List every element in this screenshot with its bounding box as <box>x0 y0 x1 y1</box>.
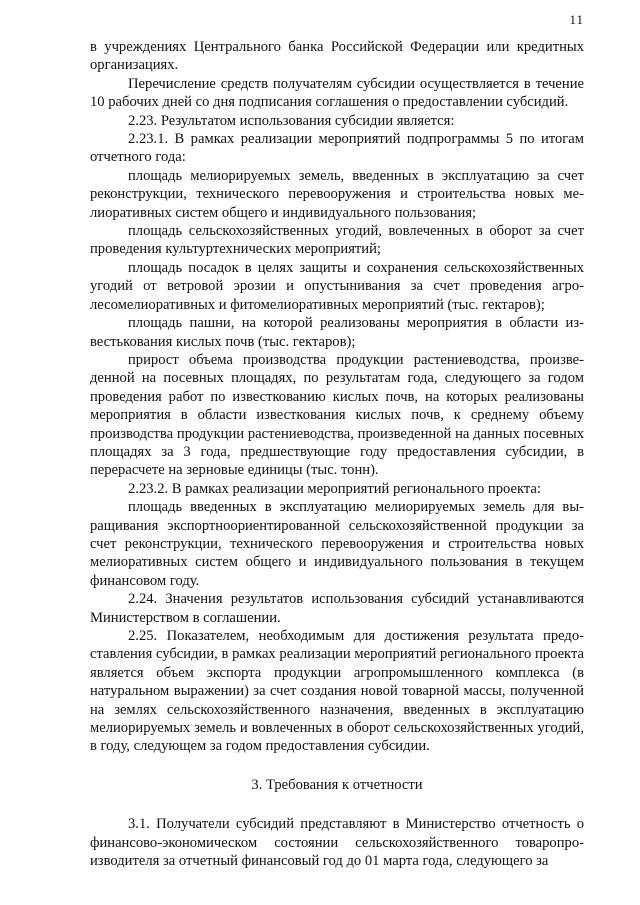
paragraph-2-23-1: 2.23.1. В рамках реализации мероприятий подпрограммы 5 по итогам отчетного года: <box>90 131 584 166</box>
paragraph-2-24: 2.24. Значения результатов использования субсидий устанавливаются Министерством в соглашении. <box>90 591 584 626</box>
paragraph-2-25: 2.25. Показателем, необходимым для достижения результата предоставления субсидии, в рамках реализации мероприятий регионального проекта является объем экспорта продукции агропромышленного комплекса (в натуральном выражении) за счет создания новой товарной массы, полученной на землях сельскохозяйственного назначения, введенных в эксплуатацию мелиорируемых земель и вовлеченных в оборот сельскохозяйственных угодий, в году, следующем за годом предоставления субсидии. <box>90 628 584 755</box>
paragraph-3-1: 3.1. Получатели субсидий представляют в Министерство отчетность о финансово-экономическом состоянии сельскохозяйственного товаропроизводителя за отчетный финансовый год до 01 марта года, следующего за <box>90 816 584 870</box>
document-body <box>90 38 584 870</box>
list-item-crop-production-growth: прирост объема производства продукции растениеводства, произведенной на посевных площадях, по результатам года, следующего за годом проведения работ по известкованию кислых почв, на которых реализованы мероприятия в области известкования кислых почв, к среднему объему производства продукции растениеводства, произведенной на данных посевных площадях за 3 года, предшествующие году предоставления субсидии, в перерасчете на зерновые единицы (тыс. тонн). <box>90 351 584 479</box>
list-item-agricultural-land: площадь сельскохозяйственных угодий, вовлеченных в оборот за счет проведения культуртехнических мероприятий; <box>90 223 584 258</box>
list-item-export-oriented-land: площадь введенных в эксплуатацию мелиорируемых земель для выращивания экспортноориентированной сельскохозяйственной продукции за счет реконструкции, технического перевооружения и строительства новых мелиоративных систем общего и индивидуального пользования в текущем финансовом году. <box>90 499 584 589</box>
list-item-liming-arable-land: площадь пашни, на которой реализованы мероприятия в области известькования кислых почв (тыс. гектаров); <box>90 315 584 350</box>
paragraph-2-23-2: 2.23.2. В рамках реализации мероприятий регионального проекта: <box>128 480 541 497</box>
page-number: 11 <box>569 12 584 27</box>
paragraph-continuation: в учреждениях Центрального банка Российской Федерации или кредитных организациях. <box>90 39 584 74</box>
paragraph-transfer-of-funds: Перечисление средств получателям субсидии осуществляется в течение 10 рабочих дней со дня подписания соглашения о предоставлении субсидий. <box>90 75 584 111</box>
section-title: 3. Требования к отчетности <box>251 776 423 793</box>
paragraph-2-23: 2.23. Результатом использования субсидии является: <box>128 112 455 129</box>
list-item-reclaimed-land: площадь мелиорируемых земель, введенных в эксплуатацию за счет реконструкции, технического перевооружения и строительства новых мелиоративных систем общего и индивидуального пользования; <box>90 167 584 221</box>
list-item-protective-plantings: площадь посадок в целях защиты и сохранения сельскохозяйственных угодий от ветровой эрозии и опустынивания за счет проведения агролесомелиоративных и фитомелиоративных мероприятий (тыс. гектаров); <box>90 259 584 313</box>
